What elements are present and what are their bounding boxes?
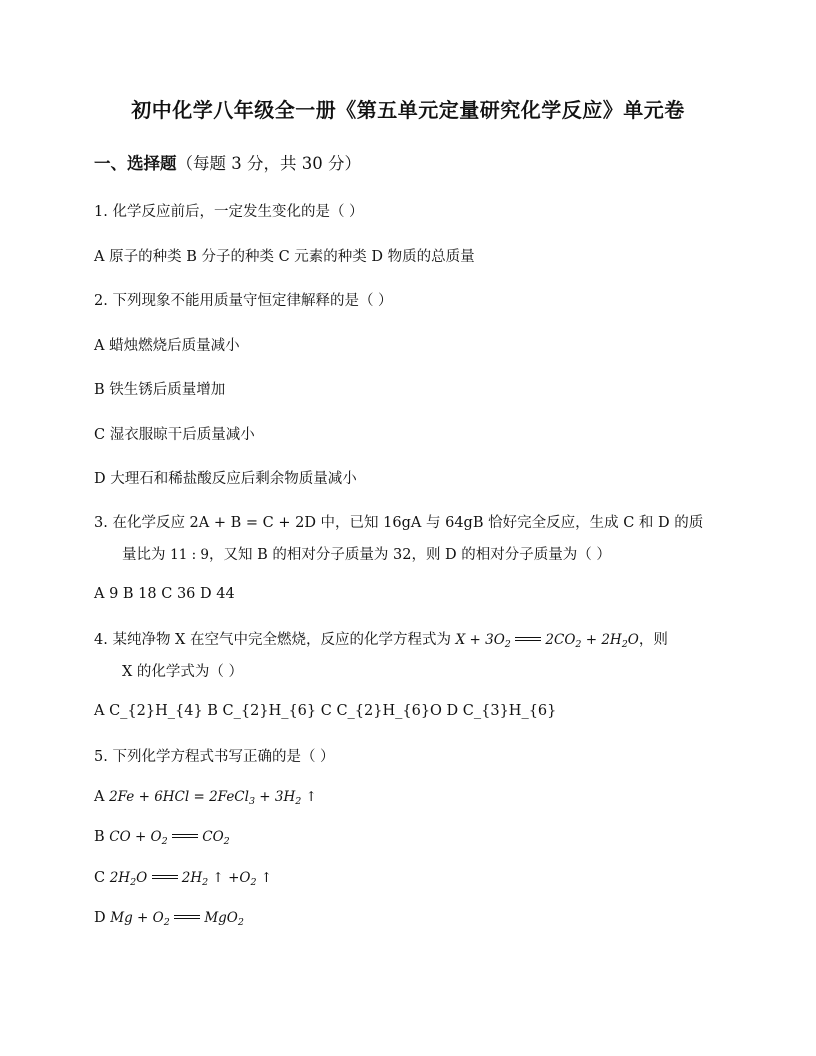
section-heading bbox=[94, 150, 361, 174]
q2-option-c: C 湿衣服晾干后质量减小 bbox=[94, 427, 255, 443]
q5-equation-a: 2Fe + 6HCl = 2FeCl$_3$ + $3H_2$ ↑ bbox=[109, 789, 317, 807]
q5-option-b bbox=[94, 829, 230, 845]
q3-line2 bbox=[122, 543, 611, 564]
q4-line1 bbox=[94, 628, 668, 649]
q3-options: A 9 B 18 C 36 D 44 bbox=[94, 586, 235, 602]
q3-ratio: 11 : 9 bbox=[170, 547, 210, 563]
q2-option-d: D 大理石和稀盐酸反应后剩余物质量减小 bbox=[94, 471, 357, 487]
section-title: 一、选择题 bbox=[94, 154, 177, 173]
q4-equation: $X + 3O_2$ $2CO_2 + 2H_2O$ bbox=[455, 632, 639, 650]
q2-stem: 2. 下列现象不能用质量守恒定律解释的是（ ） bbox=[94, 293, 393, 309]
q3-line2-text-b: ，又知 B 的相对分子质量为 32，则 D 的相对分子质量为（ ） bbox=[209, 547, 611, 563]
q4-line2: X 的化学式为（ ） bbox=[122, 664, 244, 680]
q5-stem: 5. 下列化学方程式书写正确的是（ ） bbox=[94, 749, 335, 765]
q3-line2-text-a: 量比为 bbox=[122, 547, 171, 563]
q5-equation-b: CO + $O_2$ $CO_2$ bbox=[109, 829, 230, 847]
q5-option-d bbox=[94, 910, 244, 926]
section-note: （每题 3 分，共 30 分） bbox=[176, 154, 361, 173]
q5-label-d: D bbox=[94, 910, 111, 926]
q3-line1: 3. 在化学反应 2A + B = C + 2D 中，已知 16gA 与 64gB 恰好完全反应，生成 C 和 D 的质 bbox=[94, 515, 704, 531]
page-title: 初中化学八年级全一册《第五单元定量研究化学反应》单元卷 bbox=[131, 98, 685, 122]
q5-option-c bbox=[94, 870, 272, 886]
q4-line1-text-a: 4. 某纯净物 X 在空气中完全燃烧，反应的化学方程式为 bbox=[94, 632, 456, 648]
q2-option-a: A 蜡烛燃烧后质量减小 bbox=[94, 338, 240, 354]
q4-options: A C_{2}H_{4} B C_{2}H_{6} C C_{2}H_{6}O D C_{3}H_{6} bbox=[94, 703, 557, 719]
q5-label-b: B bbox=[94, 829, 110, 845]
q5-option-a bbox=[94, 789, 317, 805]
q5-label-a: A bbox=[94, 789, 110, 805]
q5-equation-d: $Mg + O_2$ MgO$_2$ bbox=[110, 910, 244, 928]
q1-stem: 1. 化学反应前后，一定发生变化的是（ ） bbox=[94, 204, 364, 220]
q5-equation-c: $2H_2O$ $2H_2$ ↑ $+O_2$ ↑ bbox=[109, 870, 273, 888]
q1-options: A 原子的种类 B 分子的种类 C 元素的种类 D 物质的总质量 bbox=[94, 249, 475, 265]
q2-option-b: B 铁生锈后质量增加 bbox=[94, 382, 226, 398]
q4-line1-text-b: ，则 bbox=[638, 632, 668, 648]
q5-label-c: C bbox=[94, 870, 110, 886]
